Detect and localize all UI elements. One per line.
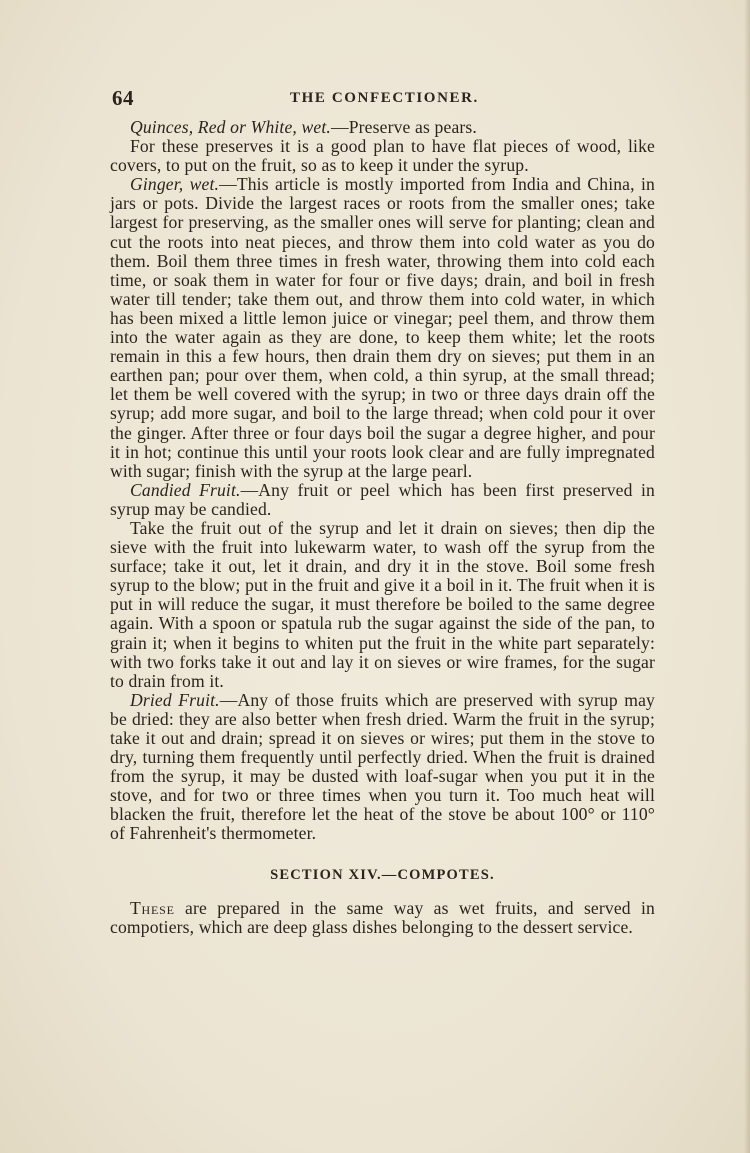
running-head: THE CONFECTIONER. bbox=[290, 90, 479, 106]
page-number: 64 bbox=[112, 86, 134, 110]
paragraph-candied-method bbox=[110, 519, 655, 691]
entry-text: —This article is mostly imported from India and China, in jars or pots. Divide the largest races or roots from the smaller ones; take largest for preserving, as the smaller ones will serve for planting; clean and cut the roots into neat pieces, and throw them into cold water as you do them. Boil them three times in fresh water, throwing them into cold each time, or soak them in water for four or five days; drain, and boil in fresh water till tender; take them out, and throw them into cold water, in which has been mixed a little lemon juice or vinegar; peel them, and throw them into the water again as they are done, to keep them white; let the roots remain in this a few hours, then drain them dry on sieves; put them in an earthen pan; pour over them, when cold, a thin syrup, at the small thread; let them be well covered with the syrup; in two or three days drain off the syrup; add more sugar, and boil to the large thread; when cold pour it over the ginger. After three or four days boil the sugar a degree higher, and pour it in hot; continue this until your roots look clear and are fully impregnated with sugar; finish with the syrup at the large pearl. bbox=[110, 174, 655, 481]
paragraph-compotes bbox=[110, 899, 655, 937]
entry-text: are prepared in the same way as wet fruits, and served in compotiers, which are deep glass dishes belonging to the dessert service. bbox=[110, 897, 655, 937]
section-heading: SECTION XIV.—COMPOTES. bbox=[270, 866, 495, 883]
entry-text: Take the fruit out of the syrup and let it drain on sieves; then dip the sieve with the fruit into lukewarm water, to wash off the syrup from the surface; take it out, let it drain, and dry it in the stove. Boil some fresh syrup to the blow; put in the fruit and give it a boil in it. The fruit when it is put in will reduce the sugar, it must therefore be boiled to the same degree again. With a spoon or spatula rub the sugar against the side of the pan, to grain it; when it begins to whiten put the fruit in the white part separately: with two forks take it out and lay it on sieves or wire frames, for the sugar to drain from it. bbox=[110, 517, 655, 691]
entry-text: —Any fruit or peel which has been first preserved in syrup may be candied. bbox=[110, 479, 655, 519]
entry-title: Candied Fruit. bbox=[130, 479, 241, 500]
paragraph-ginger bbox=[110, 175, 655, 481]
paragraph-dried-fruit bbox=[110, 691, 655, 844]
entry-title: Ginger, wet. bbox=[130, 174, 220, 195]
page-edge-shadow bbox=[744, 0, 750, 1153]
paragraph-quinces bbox=[110, 118, 655, 137]
entry-title: Dried Fruit. bbox=[130, 689, 220, 710]
body-text bbox=[110, 118, 655, 937]
lead-word: These bbox=[130, 897, 175, 918]
entry-title: Quinces, Red or White, wet. bbox=[130, 117, 331, 137]
entry-text: —Preserve as pears. bbox=[330, 117, 477, 137]
entry-text: For these preserves it is a good plan to have flat pieces of wood, like covers, to put on the fruit, so as to keep it under the syrup. bbox=[110, 136, 655, 176]
entry-text: —Any of those fruits which are preserved with syrup may be dried: they are also better when fresh dried. Warm the fruit in the syrup; take it out and drain; spread it on sieves or wires; put them in the stove to dry, turning them frequently until perfectly dried. When the fruit is drained from the syrup, it may be dusted with loaf-sugar when you put it in the stove, and for two or three times when you turn it. Too much heat will blacken the fruit, therefore let the heat of the stove be about 100° or 110° of Fahrenheit's thermometer. bbox=[110, 689, 655, 844]
paragraph-covers bbox=[110, 137, 655, 175]
paragraph-candied-fruit bbox=[110, 481, 655, 519]
page-header bbox=[112, 86, 656, 110]
